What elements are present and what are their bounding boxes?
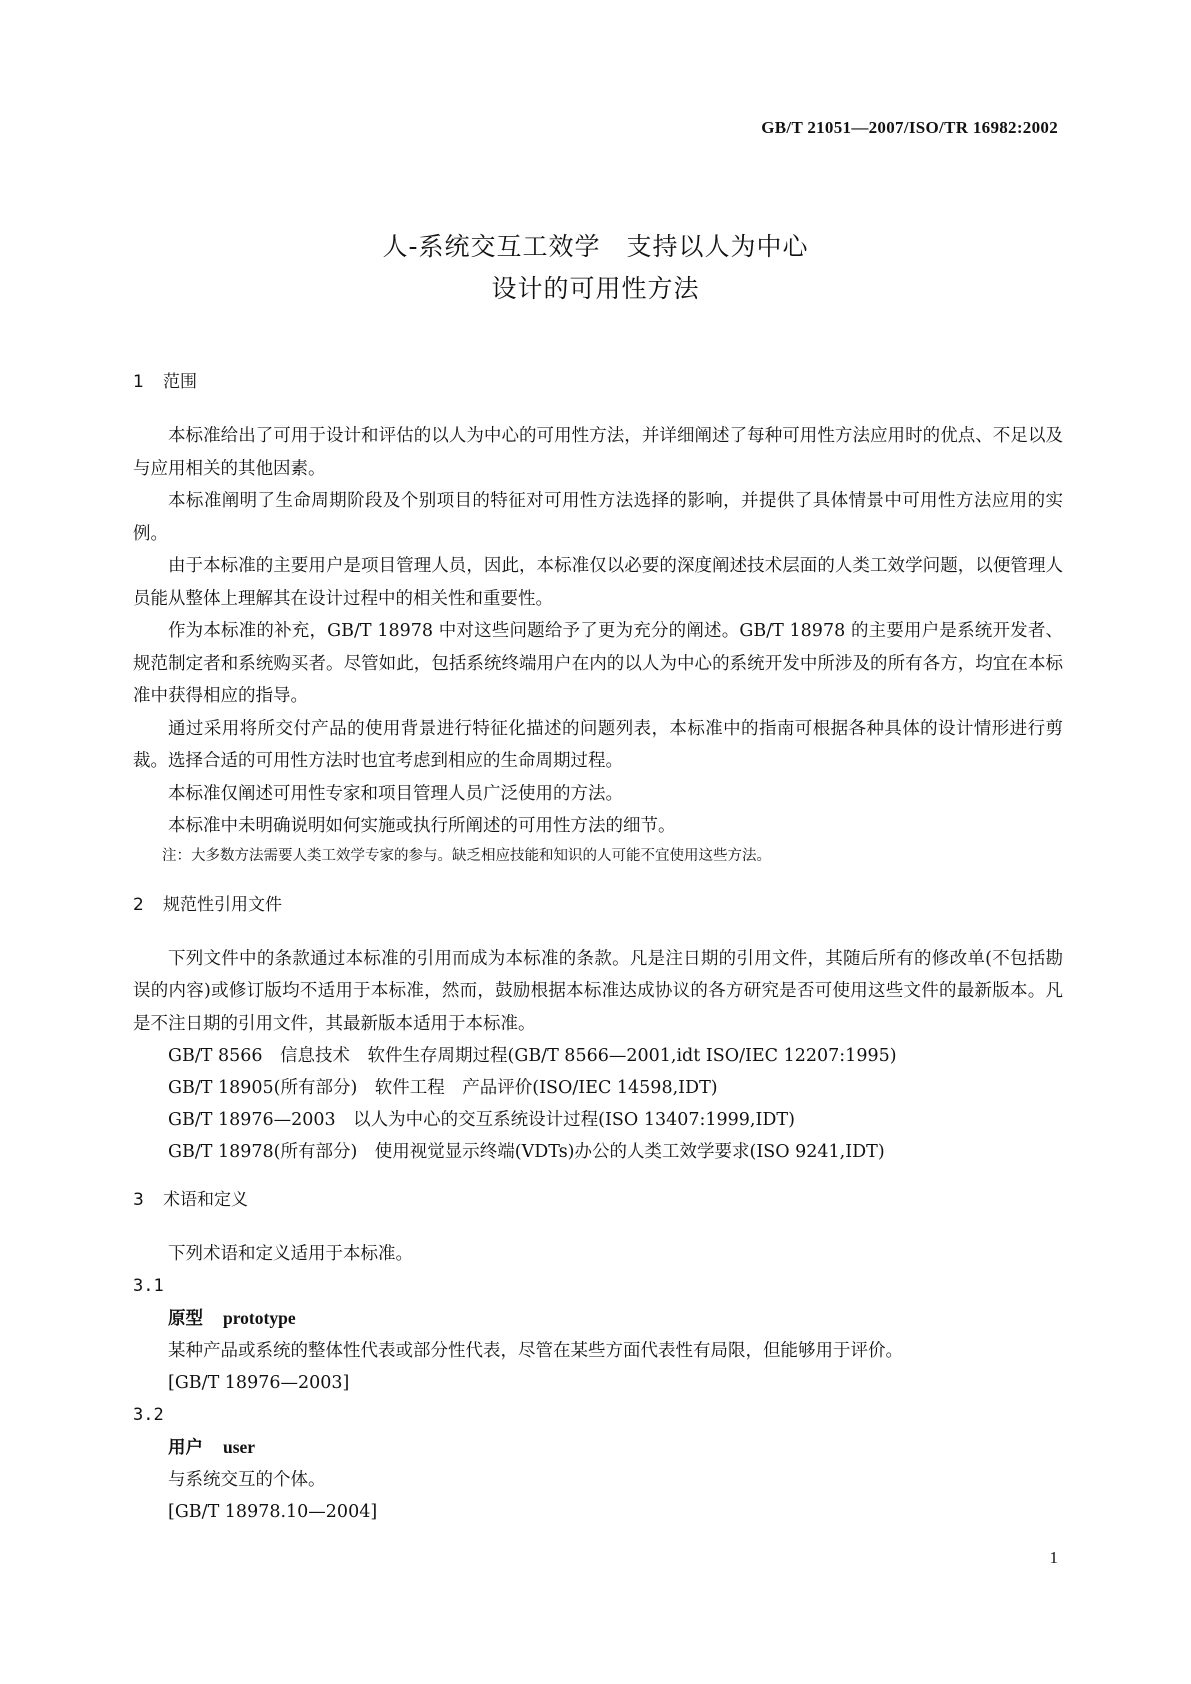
term-number: 3.1: [133, 1276, 164, 1296]
term-definition: 与系统交互的个体。: [168, 1470, 326, 1490]
paragraph: 本标准阐明了生命周期阶段及个别项目的特征对可用性方法选择的影响，并提供了具体情景中可用性方法应用的实例。: [133, 491, 1063, 544]
normative-reference: GB/T 18905(所有部分) 软件工程 产品评价(ISO/IEC 14598,IDT): [168, 1078, 718, 1098]
paragraph: 由于本标准的主要用户是项目管理人员，因此，本标准仅以必要的深度阐述技术层面的人类工效学问题，以便管理人员能从整体上理解其在设计过程中的相关性和重要性。: [133, 556, 1063, 609]
term-number: 3.2: [133, 1405, 164, 1425]
term-source: [GB/T 18978.10—2004]: [168, 1502, 378, 1522]
section-title: 规范性引用文件: [163, 894, 282, 915]
paragraph: 下列术语和定义适用于本标准。: [168, 1244, 413, 1264]
term-en: user: [223, 1437, 256, 1457]
section-number: 2: [133, 894, 144, 915]
standard-code: GB/T 21051—2007/ISO/TR 16982:2002: [761, 118, 1058, 137]
section-3-heading: [133, 1188, 1063, 1212]
paragraph: 本标准仅阐述可用性专家和项目管理人员广泛使用的方法。: [168, 783, 623, 804]
term-source: [GB/T 18976—2003]: [168, 1373, 350, 1393]
paragraph: 本标准中未明确说明如何实施或执行所阐述的可用性方法的细节。: [168, 816, 676, 836]
paragraph: 本标准给出了可用于设计和评估的以人为中心的可用性方法，并详细阐述了每种可用性方法应用时的优点、不足以及与应用相关的其他因素。: [133, 426, 1063, 479]
normative-reference: GB/T 8566 信息技术 软件生存周期过程(GB/T 8566—2001,idt ISO/IEC 12207:1995): [168, 1046, 897, 1066]
page-number: 1: [1049, 1548, 1058, 1567]
section-2-heading: [133, 893, 1063, 917]
paragraph: 作为本标准的补充，GB/T 18978 中对这些问题给予了更为充分的阐述。GB/T 18978 的主要用户是系统开发者、规范制定者和系统购买者。尽管如此，包括系统终端用户在内的以人为中心的系统开发中所涉及的所有各方，均宜在本标准中获得相应的指导。: [133, 621, 1063, 706]
term-name: [133, 1431, 1063, 1464]
normative-reference: GB/T 18976—2003 以人为中心的交互系统设计过程(ISO 13407:1999,IDT): [168, 1110, 795, 1130]
normative-reference: GB/T 18978(所有部分) 使用视觉显示终端(VDTs)办公的人类工效学要求(ISO 9241,IDT): [168, 1142, 885, 1162]
paragraph: 通过采用将所交付产品的使用背景进行特征化描述的问题列表，本标准中的指南可根据各种具体的设计情形进行剪裁。选择合适的可用性方法时也宜考虑到相应的生命周期过程。: [133, 718, 1063, 771]
section-title: 术语和定义: [163, 1190, 248, 1210]
term-en: prototype: [223, 1308, 296, 1328]
section-number: 1: [133, 372, 144, 392]
document-title: [0, 226, 1191, 310]
paragraph: 下列文件中的条款通过本标准的引用而成为本标准的条款。凡是注日期的引用文件，其随后所有的修改单(不包括勘误的内容)或修订版均不适用于本标准，然而，鼓励根据本标准达成协议的各方研究是否可使用这些文件的最新版本。凡是不注日期的引用文件，其最新版本适用于本标准。: [133, 948, 1063, 1034]
term-definition: 某种产品或系统的整体性代表或部分性代表，尽管在某些方面代表性有局限，但能够用于评价。: [168, 1341, 903, 1361]
title-line-2: 设计的可用性方法: [491, 274, 700, 303]
section-number: 3: [133, 1190, 144, 1210]
note: 注：大多数方法需要人类工效学专家的参与。缺乏相应技能和知识的人可能不宜使用这些方法。: [162, 847, 771, 864]
section-1-heading: [133, 370, 1063, 394]
document-body: [133, 370, 1063, 1528]
term-zh: 用户: [168, 1438, 203, 1458]
term-name: [133, 1302, 1063, 1335]
section-title: 范围: [163, 372, 197, 392]
title-line-1: 人-系统交互工效学 支持以人为中心: [382, 232, 809, 261]
term-zh: 原型: [168, 1309, 203, 1329]
